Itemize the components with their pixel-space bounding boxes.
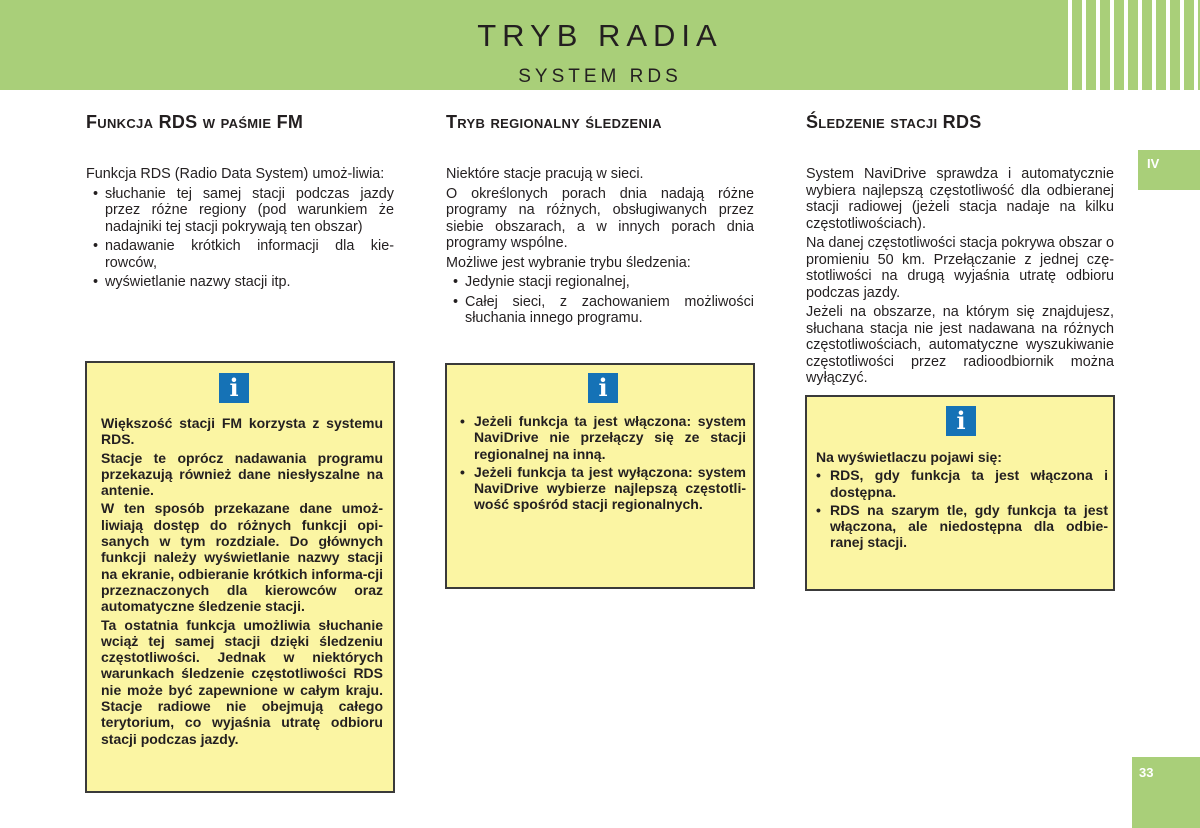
list-item: • nadawanie krótkich informacji dla kie-rowców, bbox=[86, 238, 394, 271]
list-item: • słuchanie tej samej stacji podczas jazdy przez różne regiony (pod warunkiem że nadajniki tej stacji pokrywają ten obszar) bbox=[86, 186, 394, 236]
paragraph: Możliwe jest wybranie trybu śledzenia: bbox=[446, 254, 691, 271]
info-note-regional-mode bbox=[445, 363, 755, 589]
info-icon: i bbox=[219, 373, 249, 403]
page-subtitle: SYSTEM RDS bbox=[518, 66, 682, 87]
list-item: • wyświetlanie nazwy stacji itp. bbox=[86, 274, 394, 291]
section-heading: Śledzenie stacji RDS bbox=[806, 112, 982, 132]
paragraph: Niektóre stacje pracują w sieci. bbox=[446, 166, 644, 182]
column-station-tracking bbox=[806, 112, 1114, 390]
note-list-item: • RDS na szarym tle, gdy funkcja ta jest włączona, ale niedostępna dla odbie-ranej stacji. bbox=[816, 502, 1108, 551]
section-heading: Funkcja RDS w paśmie FM bbox=[86, 112, 304, 132]
paragraph: O określonych porach dnia nadają różne programy na różnych, obsługiwanych przez siebie obszarach, a w innych porach dnia programy wspólne. bbox=[446, 185, 754, 251]
note-bullet-list bbox=[460, 413, 746, 513]
note-paragraph: Ta ostatnia funkcja umożliwia słuchanie wciąż tej samej stacji dzięki śledzeniu częstotliwości. Jednak w niektórych warunkach śledzenie częstotliwości RDS nie może być zapewnione w całym kraju. Stacje radiowe nie obejmują całego terytorium, co wyjaśnia utratę odbioru stacji podczas jazdy. bbox=[101, 616, 383, 747]
info-note-rds-fm bbox=[85, 361, 395, 793]
note-body bbox=[101, 415, 383, 749]
note-list-item: • Jeżeli funkcja ta jest wyłączona: system NaviDrive wybierze najlepszą częstotli-wość spośród stacji regionalnych. bbox=[460, 464, 746, 513]
list-item: • Jedynie stacji regionalnej, bbox=[446, 274, 754, 291]
paragraph: System NaviDrive sprawdza i automatycznie wybiera najlepszą częstotliwość dla odbieranej stacji radiowej (jeżeli stacja nadaje na kilku częstotliwościach). bbox=[806, 166, 1114, 232]
header-band bbox=[0, 0, 1200, 90]
column-rds-fm bbox=[86, 112, 394, 294]
paragraph: Jeżeli na obszarze, na którym się znajdujesz, słuchana stacja nie jest nadawana na różnych częstotliwościach, automatyczne wyszukiwanie częstotliwości przez radioodbiornik można wyłączyć. bbox=[806, 304, 1114, 386]
note-list-item: • Jeżeli funkcja ta jest włączona: system NaviDrive nie przełączy się ze stacji regionalnej na inną. bbox=[460, 413, 746, 462]
section-heading: Tryb regionalny śledzenia bbox=[446, 112, 662, 132]
bullet-list bbox=[446, 274, 754, 327]
bullet-list bbox=[86, 186, 394, 291]
column-regional-mode bbox=[446, 112, 754, 330]
list-item: • Całej sieci, z zachowaniem możliwości słuchania innego programu. bbox=[446, 294, 754, 327]
info-note-display bbox=[805, 395, 1115, 591]
paragraph: Na danej częstotliwości stacja pokrywa obszar o promieniu 50 km. Przełączanie z jednej czę-stotliwości na drugą wyjaśnia utratę odbioru podczas jazdy. bbox=[806, 235, 1114, 301]
note-body bbox=[816, 449, 1108, 553]
note-body bbox=[460, 413, 746, 515]
page-number: 33 bbox=[1132, 757, 1200, 828]
note-list-item: • RDS, gdy funkcja ta jest włączona i dostępna. bbox=[816, 467, 1108, 500]
page-title: TRYB RADIA bbox=[477, 18, 723, 53]
note-paragraph: Stacje te oprócz nadawania programu przekazują również dane niesłyszalne na antenie. bbox=[101, 449, 383, 499]
info-icon: i bbox=[946, 406, 976, 436]
note-paragraph: Na wyświetlaczu pojawi się: bbox=[816, 449, 1002, 465]
section-marker-tab: IV bbox=[1138, 150, 1200, 190]
note-bullet-list bbox=[816, 467, 1108, 550]
note-paragraph: Większość stacji FM korzysta z systemu RDS. bbox=[101, 415, 383, 448]
paragraph: Funkcja RDS (Radio Data System) umoż-liwia: bbox=[86, 166, 385, 182]
note-paragraph: W ten sposób przekazane dane umoż-liwiają dostęp do różnych funkcji opi-sanych w tym rozdziale. Do głównych funkcji należy wyświetlanie nazwy stacji na ekranie, odbieranie krótkich informa-cji przeznaczonych dla kierowców oraz automatyczne śledzenie stacji. bbox=[101, 500, 383, 615]
info-icon: i bbox=[588, 373, 618, 403]
